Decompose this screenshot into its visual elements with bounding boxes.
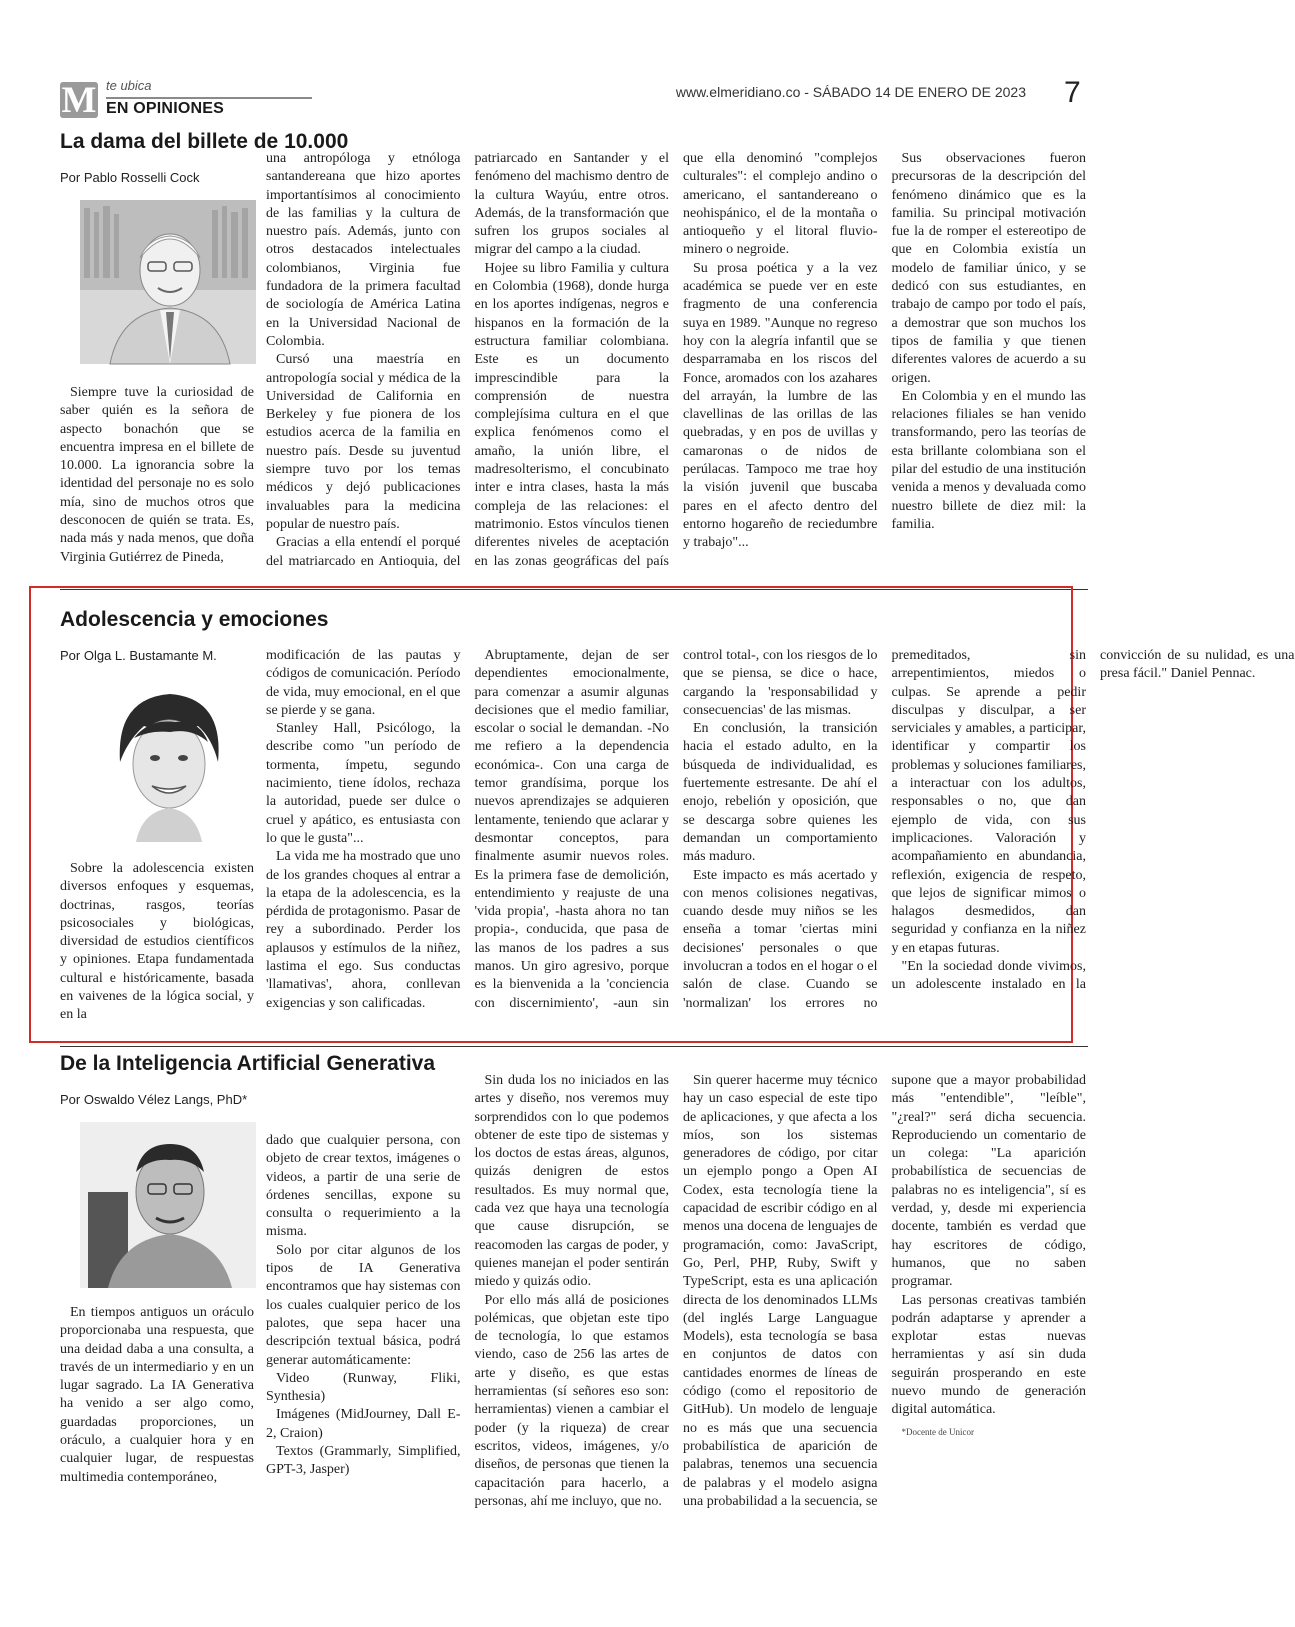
body-paragraph: Las personas creativas también podrán adaptarse y aprender a explotar estas nuevas herramientas y así sin duda seguirán prosperando en este nuevo mundo de generación digital automática.: [891, 1292, 1086, 1418]
section-title: EN OPINIONES: [106, 100, 224, 117]
body-paragraph: dado que cualquier persona, con objeto de crear textos, imágenes o videos, a partir de una serie de órdenes sencillas, expone su consulta o requerimiento a la misma.: [266, 1133, 461, 1240]
body-paragraph: En conclusión, la transición hacia el estado adulto, en la búsqueda de individualidad, es fuertemente estresante. De ahí el enojo, rebelión y oposición, que se descarga sobre quienes les demandan un comportamiento más maduro.: [683, 721, 878, 865]
body-paragraph: Solo por citar algunos de los tipos de IA Generativa encontramos que hay sistemas con los cuales cualquier perico de los palotes, que sepa hacer una descripción textual básica, podrá generar automáticamente:: [266, 1242, 461, 1368]
list-paragraph: Textos (Grammarly, Simplified, GPT-3, Jasper): [266, 1444, 461, 1478]
article-headline: Adolescencia y emociones: [60, 608, 329, 631]
newspaper-logo: M: [61, 80, 97, 121]
tagline-rule: [106, 97, 312, 99]
lede-paragraph: Siempre tuve la curiosidad de saber quién es la señora de aspecto bonachón que se encuentra impresa en el billete de 10.000. La ignorancia sobre la identidad del personaje no es solo mía, sino de muchos otros que desconocen de quién se trata. Es, nada más y nada menos, que doña Virginia Gutiérrez de Pineda,: [60, 385, 254, 565]
page-number: 7: [1064, 76, 1081, 109]
dateline: www.elmeridiano.co - SÁBADO 14 DE ENERO DE 2023: [675, 84, 1026, 100]
article-adolescencia: [60, 608, 1295, 1038]
body-paragraph: Hojee su libro Familia y cultura en Colombia (1968), donde hurga en los aportes indígenas, negros e hispanos en la formación de la estructura familiar colombiana. Este es un documento imprescindible para la comprensión de nuestra complejísima cultura en el que explica fenómenos como el amaño, la unión libre, el madresolterismo, el concubinato inter e intra clases, hasta la más compleja de las relaciones: el matrimonio. Estos vínculos tienen diferentes niveles de aceptación en las zonas geográficas del país que ella denominó "complejos culturales": el complejo andino o americano, el santandereano o neohispánico, el de la montaña o antioqueño y el litoral fluvio-minero o negroide.: [474, 151, 878, 569]
article-inteligencia-artificial: [60, 1052, 1088, 1512]
author-portrait-image: [80, 678, 256, 842]
body-paragraph: Gracias a ella entendí el porqué del matriarcado en Antioquia, del patriarcado en Santander y el fenómeno del machismo dentro de la cultura Wayúu, entre otros. Además, de la transformación que sufren los grupos sociales al migrar del campo a la ciudad.: [266, 151, 669, 569]
body-paragraph: Abruptamente, dejan de ser dependientes emocionalmente, para comenzar a asumir algunas decisiones que el medio familiar, escolar o social le demandan. -No me refiero a la dependencia económica-. Con una carga de temor grandísima, porque los nuevos aprendizajes se adquieren lentamente, teniendo que aclarar y desmontar conceptos, para finalmente asumir nuevos roles. Es la primera fase de demolición, entendimiento y reajuste de una 'vida propia', -hasta ahora no tan propia-, conducida, que pasa de las manos de los padres a sus manos. Un giro agresivo, porque es la bienvenida a la 'conciencia con discernimiento', -aun sin control total-, con los riesgos de lo que se piensa, se dice o hace, cargando la 'responsabilidad y consecuencias' de las mismas.: [474, 648, 878, 1011]
author-photo: [80, 678, 256, 842]
body-paragraph: "En la sociedad donde vivimos, un adolescente instalado en la convicción de su nulidad, es una presa fácil." Daniel Pennac.: [891, 648, 1295, 993]
article-divider: [60, 1046, 1088, 1047]
body-paragraph: Sin querer hacerme muy técnico hay un caso especial de este tipo de aplicaciones, y que afecta a los míos, son los sistemas generadores de código, por citar un ejemplo pongo a Open AI Codex, esta tecnología tiene la capacidad de escribir código en al menos una docena de lenguajes de programación, como: JavaScript, Go, Perl, PHP, Ruby, Swift y TypeScript, esta es una aplicación directa de los denominados LLMs (del inglés Large Languague Models), esta tecnología se basa en conjuntos de datos con cantidades enormes de líneas de código (como el repositorio de GitHub). Un modelo de lenguaje no es más que una secuencia probabilística de aparición de palabras, tenemos una secuencia de palabras y el modelo asigna una probabilidad a la secuencia, se supone que a mayor probabilidad más "entendible", "leíble", "¿real?" será dicha secuencia. Reproduciendo un comentario de un colega: "La aparición probabilística de secuencias de palabras no es inteligencia", sí es verdad, y, desde mi experiencia docente, también es verdad que hay escritores de código, humanos, que no saben programar.: [683, 1073, 1086, 1509]
article-headline: De la Inteligencia Artificial Generativa: [60, 1052, 436, 1075]
author-portrait-image: [80, 200, 256, 364]
author-footnote: *Docente de Unicor: [901, 1426, 974, 1437]
article-lede: [60, 1304, 254, 1516]
list-paragraph: Video (Runway, Fliki, Synthesia): [266, 1370, 461, 1405]
body-paragraph: Este impacto es más acertado y con menos colisiones negativas, cuando desde muy niños se les enseña a tomar 'ciertas mini decisiones' personales o que involucran a todos en el hogar o el salón de clase. Cuando se 'normalizan' los errores no premeditados, sin arrepentimientos, miedos o culpas. Se aprende a pedir disculpas y disculpar, a ser serviciales y amables, a participar, identificar y compartir los problemas y soluciones familiares, a interactuar con los adultos, responsables o no, que dan ejemplo de vida, con sus implicaciones. Valoración y acompañamiento en abundancia, reflexión, exigencia de respeto, que lejos de significar mimos o halagos desmedidos, dan seguridad y confianza en la niñez y en etapas futuras.: [683, 648, 1086, 1011]
body-paragraph: La vida me ha mostrado que uno de los grandes choques al entrar a la etapa de la adolescencia, es la pérdida de protagonismo. Pasar de rey a subordinado. Perder los aplausos y estímulos de la niñez, lastima el ego. Sus conductas 'llamativas', ahora, conllevan exigencias y son calificadas.: [266, 849, 461, 1011]
article-dama-billete: [60, 130, 1088, 580]
article-byline: Por Pablo Rosselli Cock: [60, 170, 200, 185]
author-photo: [80, 1122, 256, 1288]
lede-paragraph: En tiempos antiguos un oráculo proporcionaba una respuesta, que una deidad daba a una consulta, a través de un intermediario y en un lugar sagrado. La IA Generativa ha venido a ser algo como, guardadas proporciones, un oráculo, a cualquier hora y en cualquier lugar, de respuestas multimedia contemporáneo,: [60, 1305, 254, 1485]
list-paragraph: Imágenes (MidJourney, Dall E-2, Craion): [266, 1407, 461, 1441]
body-paragraph: modificación de las pautas y códigos de comunicación. Período de vida, muy emocional, en el que se pierde y se gana.: [266, 648, 461, 718]
article-byline: Por Oswaldo Vélez Langs, PhD*: [60, 1092, 248, 1107]
author-photo: [80, 200, 256, 364]
body-paragraph: Stanley Hall, Psicólogo, la describe como "un período de tormenta, ímpetu, segundo nacimiento, tiene ídolos, rechaza la autoridad, puede ser dulce o cruel y apático, es entusiasta con lo que le gusta"...: [266, 721, 461, 846]
body-paragraph: Sin duda los no iniciados en las artes y diseño, nos veremos muy sorprendidos con lo que podemos obtener de este tipo de sistemas y los doctos de estas áreas, algunos, quizás denigren de estos resultados. Es muy normal que, cada vez que haya una tecnología que cause disrupción, se reacomoden las cargas de poder, y quienes manejan el poder sentirán miedo y quizás odio.: [474, 1073, 669, 1290]
article-lede: [60, 860, 254, 1032]
body-paragraph: una antropóloga y etnóloga santandereana que hizo aportes importantísimos al conocimiento de las familias y la cultura de nuestro país. Además, junto con otros destacados intelectuales colombianos, Virginia fue fundadora de la primera facultad de sociología de América Latina en la Universidad Nacional de Colombia.: [266, 151, 461, 349]
body-paragraph: Cursó una maestría en antropología social y médica de la Universidad de California en Berkeley y fue pionera de los estudios acerca de la familia en nuestro país. Desde su juventud siempre tuvo por los temas médicos y dejó publicaciones invaluables para la medicina popular de nuestro país.: [266, 352, 461, 532]
body-paragraph: Por ello más allá de posiciones polémicas, que objetan este tipo de tecnología, lo que estamos viendo, caso de 256 las artes de arte y diseño, es que estas herramientas (sí señores eso son: herramientas) vienen a cambiar el poder (y la riqueza) de crear escritos, videos, imágenes, y/o diseños, de personas que tienen la capacitación para hacerlo, a personas, ahí me incluyo, que no.: [474, 1292, 669, 1509]
body-paragraph: Sus observaciones fueron precursoras de la descripción del fenómeno dinámico que es la familia. Su principal motivación fue la de romper el estereotipo de que en Colombia existía un modelo de familiar único, y se dedicó con sus estudiantes, en trabajo de campo por todo el país, a demostrar que son muchos los tipos de familia y que tienen diferentes valores de acuerdo a su origen.: [891, 151, 1086, 386]
article-headline: La dama del billete de 10.000: [60, 130, 349, 153]
article-lede: [60, 384, 254, 580]
author-portrait-image: [80, 1122, 256, 1288]
article-body: [266, 150, 1086, 578]
article-body: [266, 647, 1295, 1031]
article-byline: Por Olga L. Bustamante M.: [60, 648, 217, 663]
body-paragraph: En Colombia y en el mundo las relaciones filiales se han venido transformando, pero las teorías de esta brillante colombiana son el pilar del estudio de una institución venida a menos y devaluada como nuestro billete de diez mil: la familia.: [891, 388, 1086, 532]
lede-paragraph: Sobre la adolescencia existen diversos enfoques y esquemas, doctrinas, rasgos, teorías psicosociales y biológicas, diversidad de estudios científicos y opiniones. Etapa fundamentada cultural e históricamente, basada en vaivenes de la lógica social, y en la: [60, 861, 254, 1023]
body-paragraph: Su prosa poética y a la vez académica se puede ver en este fragmento de una conferencia suya en 1989. "Aunque no regreso hoy con la alegría infantil que se desparramaba en los riscos del Fonce, aromados con los azahares del arrayán, la lumbre de las clavellinas de las orillas de las quebradas, y en pos de uvillas y camaronas o de nidos de perúlacas. Tampoco me trae hoy la visión juvenil que buscaba pares en el afecto dentro del entorno hogareño de reciedumbre y trabajo"...: [683, 260, 878, 551]
article-body: [266, 1072, 1086, 1516]
logo-tagline: te ubica: [106, 78, 152, 93]
